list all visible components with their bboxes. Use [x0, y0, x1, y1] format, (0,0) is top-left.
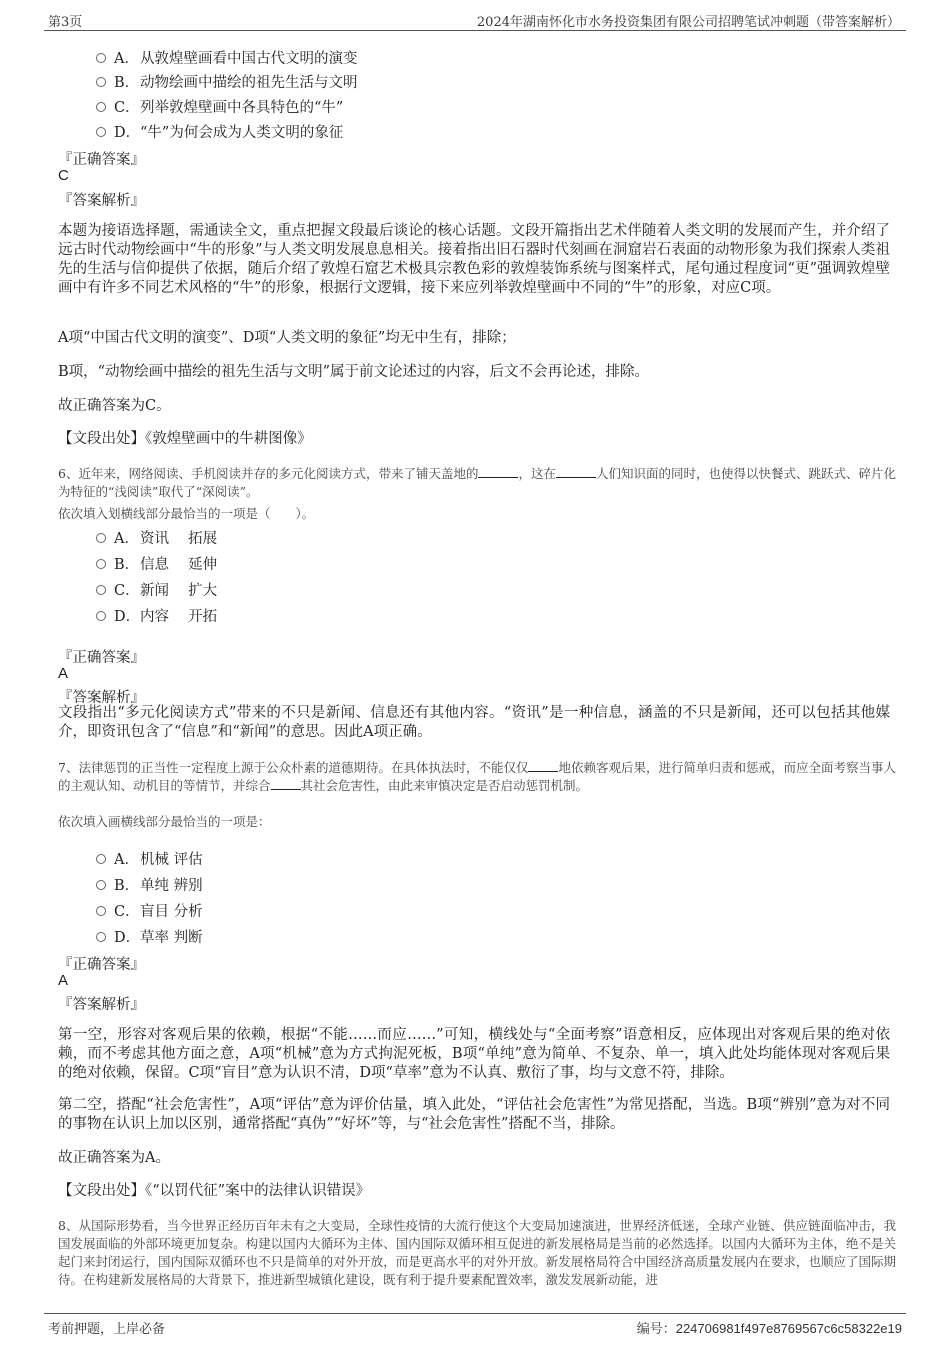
q6-option-d[interactable]: D．内容 开拓 [96, 605, 217, 627]
q7-source: 【文段出处】《“以罚代征”案中的法律认识错误》 [58, 1183, 371, 1199]
q7-option-c[interactable]: C．盲目 分析 [96, 900, 203, 922]
q7-answer: A [58, 972, 69, 989]
blank-line [528, 759, 558, 772]
q5-answer-label: 『正确答案』 [58, 152, 145, 168]
q6-answer-label: 『正确答案』 [58, 650, 145, 666]
document-title: 2024年湖南怀化市水务投资集团有限公司招聘笔试冲刺题（带答案解析） [476, 15, 900, 30]
page-footer [44, 1313, 906, 1338]
radio-icon[interactable] [96, 906, 106, 916]
q5-source: 【文段出处】《敦煌壁画中的牛耕图像》 [58, 431, 312, 447]
radio-icon[interactable] [96, 102, 106, 112]
radio-icon[interactable] [96, 77, 106, 87]
q6-option-c[interactable]: C．新闻 扩大 [96, 579, 217, 601]
radio-icon[interactable] [96, 559, 106, 569]
q6-prompt: 依次填入划横线部分最恰当的一项是（ ）。 [58, 506, 315, 521]
q7-analysis-paragraph: 第二空，搭配“社会危害性”，A项“评估”意为评价估量，填入此处，“评估社会危害性”为常见搭配，当选。B项“辨别”意为对不同的事物在认识上加以区别，通常搭配“真伪”“好坏”等，与“社会危害性”搭配不当，排除。 [58, 1097, 890, 1132]
q5-analysis-paragraph: 故正确答案为C。 [58, 398, 171, 414]
q6-option-a[interactable]: A．资讯 拓展 [96, 527, 217, 549]
q5-option-c[interactable]: C．列举敦煌壁画中各具特色的“牛” [96, 96, 343, 118]
q7-answer-label: 『正确答案』 [58, 957, 145, 973]
q7-analysis-paragraph: 第一空，形容对客观后果的依赖，根据“不能……而应……”可知，横线处与“全面考察”语意相反，应体现出对客观后果的绝对依赖，而不考虑其他方面之意，A项“机械”意为方式拘泥死板，B项“单纯”意为简单、不复杂、单一，填入此处均能体现对客观后果的绝对依赖，保留。C项“盲目”意为认识不清，D项“草率”意为不认真、敷衍了事，均与文意不符，排除。 [58, 1027, 890, 1081]
q6-analysis-paragraph: 文段指出“多元化阅读方式”带来的不只是新闻、信息还有其他内容。“资讯”是一种信息，涵盖的不只是新闻，还可以包括其他媒介，即资讯包含了“信息”和“新闻”的意思。因此A项正确。 [58, 705, 890, 740]
document-code: 编号：224706981f497e8769567c6c58322e19 [636, 1321, 902, 1337]
radio-icon[interactable] [96, 585, 106, 595]
footer-slogan: 考前押题，上岸必备 [48, 1322, 166, 1337]
radio-icon[interactable] [96, 53, 106, 63]
q7-prompt: 依次填入画横线部分最恰当的一项是： [58, 814, 271, 829]
radio-icon[interactable] [96, 854, 106, 864]
q5-analysis-paragraph: B项，“动物绘画中描绘的祖先生活与文明”属于前文论述过的内容，后文不会再论述，排除。 [58, 364, 649, 380]
radio-icon[interactable] [96, 932, 106, 942]
q7-option-b[interactable]: B．单纯 辨别 [96, 874, 203, 896]
blank-line [271, 777, 301, 790]
q7-stem: 7、法律惩罚的正当性一定程度上源于公众朴素的道德期待。在具体执法时，不能仅仅 地依赖客观后果，进行简单归责和惩戒，而应全面考察当事人的主观认知、动机目的等情节，并综合 其社会危害性，由此来审慎决定是否启动惩罚机制。 [58, 760, 896, 793]
q5-option-b[interactable]: B．动物绘画中描绘的祖先生活与文明 [96, 71, 358, 93]
radio-icon[interactable] [96, 611, 106, 621]
q7-option-d[interactable]: D．草率 判断 [96, 926, 203, 948]
page-number: 第3页 [48, 15, 83, 30]
blank-line [556, 465, 596, 478]
q6-stem: 6、近年来，网络阅读、手机阅读并存的多元化阅读方式，带来了铺天盖地的 ，这在 人们知识面的同时，也使得以快餐式、跳跃式、碎片化为特征的“浅阅读”取代了“深阅读”。 [58, 466, 896, 499]
page-header [44, 10, 906, 31]
q6-option-b[interactable]: B．信息 延伸 [96, 553, 217, 575]
radio-icon[interactable] [96, 880, 106, 890]
radio-icon[interactable] [96, 533, 106, 543]
q6-answer: A [58, 665, 69, 682]
q7-analysis-paragraph: 故正确答案为A。 [58, 1150, 170, 1166]
q7-analysis-label: 『答案解析』 [58, 997, 145, 1013]
blank-line [478, 465, 518, 478]
radio-icon[interactable] [96, 127, 106, 137]
q5-option-d[interactable]: D．“牛”为何会成为人类文明的象征 [96, 121, 343, 143]
q5-analysis-paragraph: A项“中国古代文明的演变”、D项“人类文明的象征”均无中生有，排除； [58, 330, 516, 346]
q7-option-a[interactable]: A．机械 评估 [96, 848, 203, 870]
q6-analysis-label: 『答案解析』 [58, 690, 145, 706]
q8-stem: 8、从国际形势看，当今世界正经历百年未有之大变局，全球性疫情的大流行使这个大变局加速演进，世界经济低迷，全球产业链、供应链面临冲击，我国发展面临的外部环境更加复杂。构建以国内大循环为主体、国内国际双循环相互促进的新发展格局是当前的必然选择。以国内大循环为主体，绝不是关起门来封闭运行，国内国际双循环也不只是简单的对外开放，而是更高水平的对外开放。新发展格局符合中国经济高质量发展内在要求，也顺应了国际期待。在构建新发展格局的大背景下，推进新型城镇化建设，既有利于提升要素配置效率，激发发展新动能，进 [58, 1218, 896, 1287]
q5-analysis-paragraph: 本题为接语选择题，需通读全文，重点把握文段最后谈论的核心话题。文段开篇指出艺术伴随着人类文明的发展而产生，并介绍了远古时代动物绘画中“牛的形象”与人类文明发展息息相关。接着指出旧石器时代刻画在洞窟岩石表面的动物形象为我们探索人类祖先的生活与信仰提供了依据，随后介绍了敦煌石窟艺术极具宗教色彩的敦煌装饰系统与图案样式，尾句通过程度词“更”强调敦煌壁画中有许多不同艺术风格的“牛”的形象，根据行文逻辑，接下来应列举敦煌壁画中不同的“牛”的形象，对应C项。 [58, 223, 890, 296]
q5-answer: C [58, 167, 69, 184]
q5-analysis-label: 『答案解析』 [58, 193, 145, 209]
q5-option-a[interactable]: A．从敦煌壁画看中国古代文明的演变 [96, 47, 358, 69]
